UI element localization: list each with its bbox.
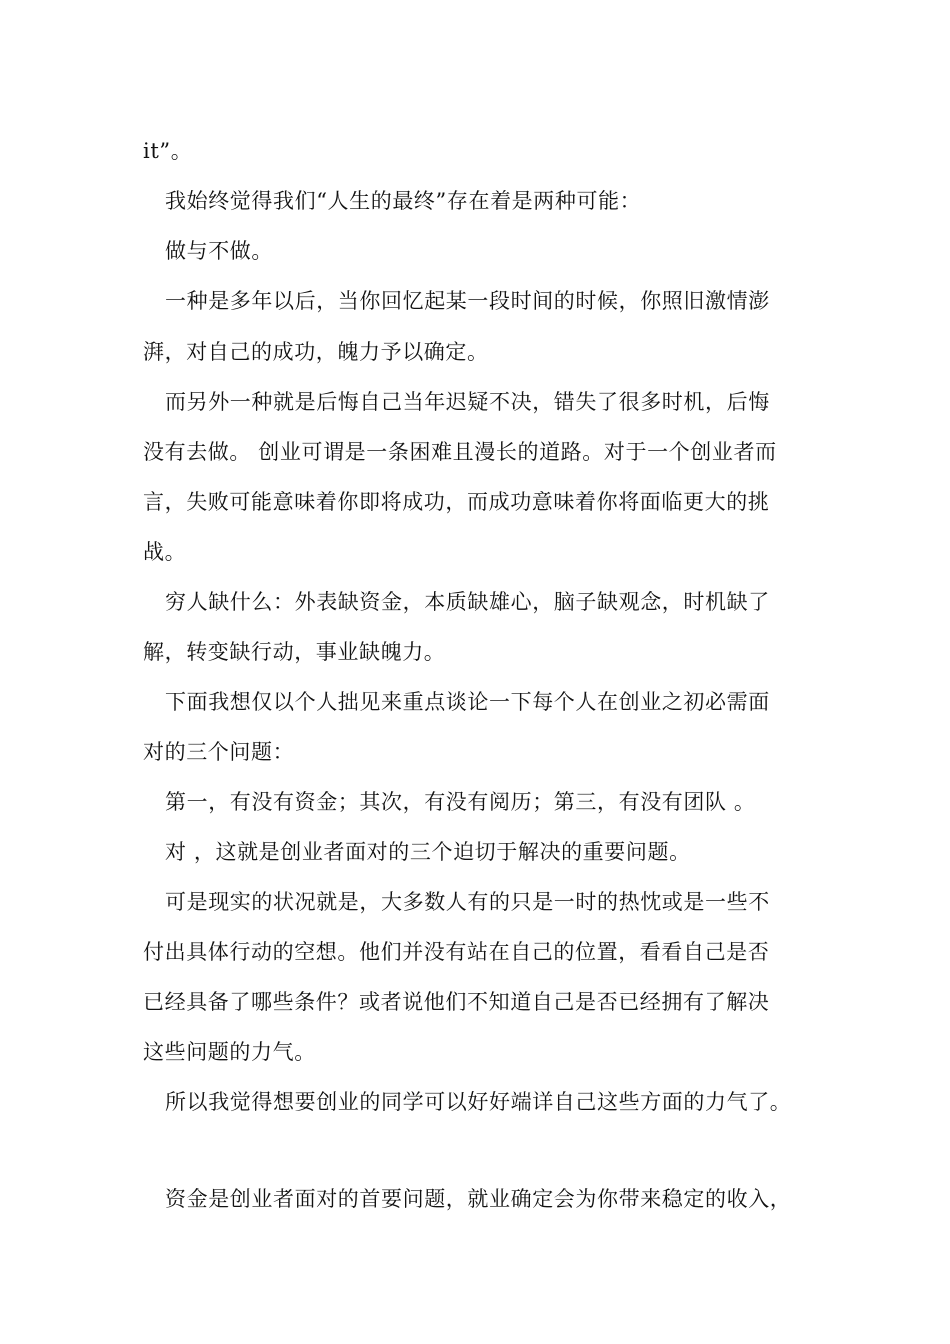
text-line: 可是现实的状况就是，大多数人有的只是一时的热忱或是一些不 (165, 890, 770, 914)
text-line: 战。 (143, 540, 187, 564)
text-line: 解，转变缺行动，事业缺魄力。 (143, 640, 446, 664)
text-line: 我始终觉得我们“人生的最终”存在着是两种可能： (165, 189, 642, 213)
text-line: 穷人缺什么：外表缺资金，本质缺雄心，脑子缺观念，时机缺了 (165, 590, 770, 614)
text-line: 对的三个问题： (143, 740, 295, 764)
text-line: 对 ，这就是创业者面对的三个迫切于解决的重要问题。 (165, 840, 691, 864)
text-line: it”。 (143, 139, 193, 163)
text-line: 做与不做。 (165, 239, 273, 263)
text-line: 第一，有没有资金；其次，有没有阅历；第三，有没有团队 。 (165, 790, 756, 814)
text-line: 付出具体行动的空想。他们并没有站在自己的位置，看看自己是否 (143, 940, 770, 964)
text-line: 没有去做。 创业可谓是一条困难且漫长的道路。对于一个创业者而 (143, 440, 777, 464)
text-line: 湃，对自己的成功，魄力予以确定。 (143, 340, 489, 364)
text-line: 这些问题的力气。 (143, 1040, 316, 1064)
text-line: 言，失败可能意味着你即将成功，而成功意味着你将面临更大的挑 (143, 490, 770, 514)
text-line: 下面我想仅以个人拙见来重点谈论一下每个人在创业之初必需面 (165, 690, 770, 714)
text-line: 一种是多年以后，当你回忆起某一段时间的时候，你照旧激情澎 (165, 289, 770, 313)
text-line: 资金是创业者面对的首要问题，就业确定会为你带来稳定的收入， (165, 1187, 792, 1211)
text-line: 所以我觉得想要创业的同学可以好好端详自己这些方面的力气了。 (165, 1090, 792, 1114)
text-line: 而另外一种就是后悔自己当年迟疑不决，错失了很多时机，后悔 (165, 390, 770, 414)
text-line: 已经具备了哪些条件？或者说他们不知道自己是否已经拥有了解决 (143, 990, 770, 1014)
